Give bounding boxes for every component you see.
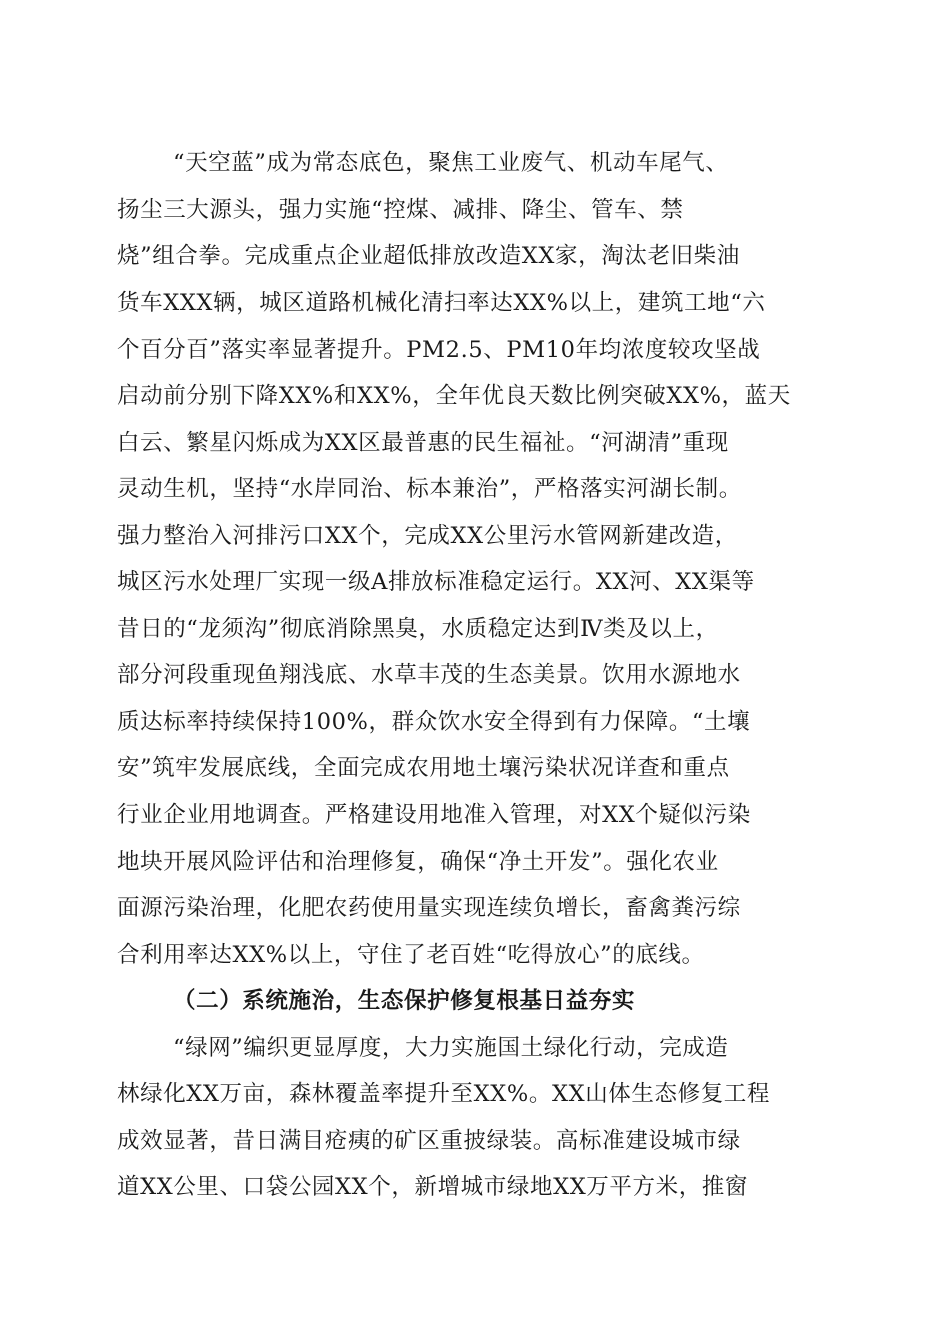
- text-line-2: 扬尘三大源头，强力实施“控煤、减排、降尘、管车、禁: [117, 197, 684, 223]
- text-line-23: 道XX公里、口袋公园XX个，新增城市绿地XX万平方米，推窗: [117, 1174, 749, 1200]
- text-line-11: 昔日的“龙须沟”彻底消除黑臭，水质稳定达到Ⅳ类及以上，: [117, 616, 719, 642]
- text-line-6: 启动前分别下降XX%和XX%，全年优良天数比例突破XX%，蓝天: [117, 383, 791, 409]
- text-line-8: 灵动生机，坚持“水岸同治、标本兼治”，严格落实河湖长制。: [117, 476, 742, 502]
- section-heading: （二）系统施治，生态保护修复根基日益夯实: [173, 988, 636, 1014]
- text-line-14: 安”筑牢发展底线，全面完成农用地土壤污染状况详查和重点: [117, 755, 730, 781]
- text-line-7: 白云、繁星闪烁成为XX区最普惠的民生福祉。“河湖清”重现: [117, 430, 729, 456]
- text-line-20: “绿网”编织更显厚度，大力实施国土绿化行动，完成造: [173, 1035, 729, 1061]
- text-line-13: 质达标率持续保持100%，群众饮水安全得到有力保障。“土壤: [117, 709, 751, 735]
- text-line-5: 个百分百”落实率显著提升。PM2.5、PM10年均浓度较攻坚战: [117, 337, 761, 363]
- text-line-22: 成效显著，昔日满目疮痍的矿区重披绿装。高标准建设城市绿: [117, 1128, 741, 1154]
- text-line-15: 行业企业用地调查。严格建设用地准入管理，对XX个疑似污染: [117, 802, 751, 828]
- text-line-4: 货车XXX辆，城区道路机械化清扫率达XX%以上，建筑工地“六: [117, 290, 766, 316]
- text-line-17: 面源污染治理，化肥农药使用量实现连续负增长，畜禽粪污综: [117, 895, 741, 921]
- text-line-21: 林绿化XX万亩，森林覆盖率提升至XX%。XX山体生态修复工程: [117, 1081, 770, 1107]
- text-line-18: 合利用率达XX%以上，守住了老百姓“吃得放心”的底线。: [117, 942, 705, 968]
- text-line-3: 烧”组合拳。完成重点企业超低排放改造XX家，淘汰老旧柴油: [117, 243, 740, 269]
- text-line-9: 强力整治入河排污口XX个，完成XX公里污水管网新建改造，: [117, 523, 738, 549]
- text-line-10: 城区污水处理厂实现一级A排放标准稳定运行。XX河、XX渠等: [117, 569, 755, 595]
- text-line-12: 部分河段重现鱼翔浅底、水草丰茂的生态美景。饮用水源地水: [117, 662, 741, 688]
- text-line-1: “天空蓝”成为常态底色，聚焦工业废气、机动车尾气、: [173, 150, 729, 176]
- text-line-16: 地块开展风险评估和治理修复，确保“净土开发”。强化农业: [117, 849, 719, 875]
